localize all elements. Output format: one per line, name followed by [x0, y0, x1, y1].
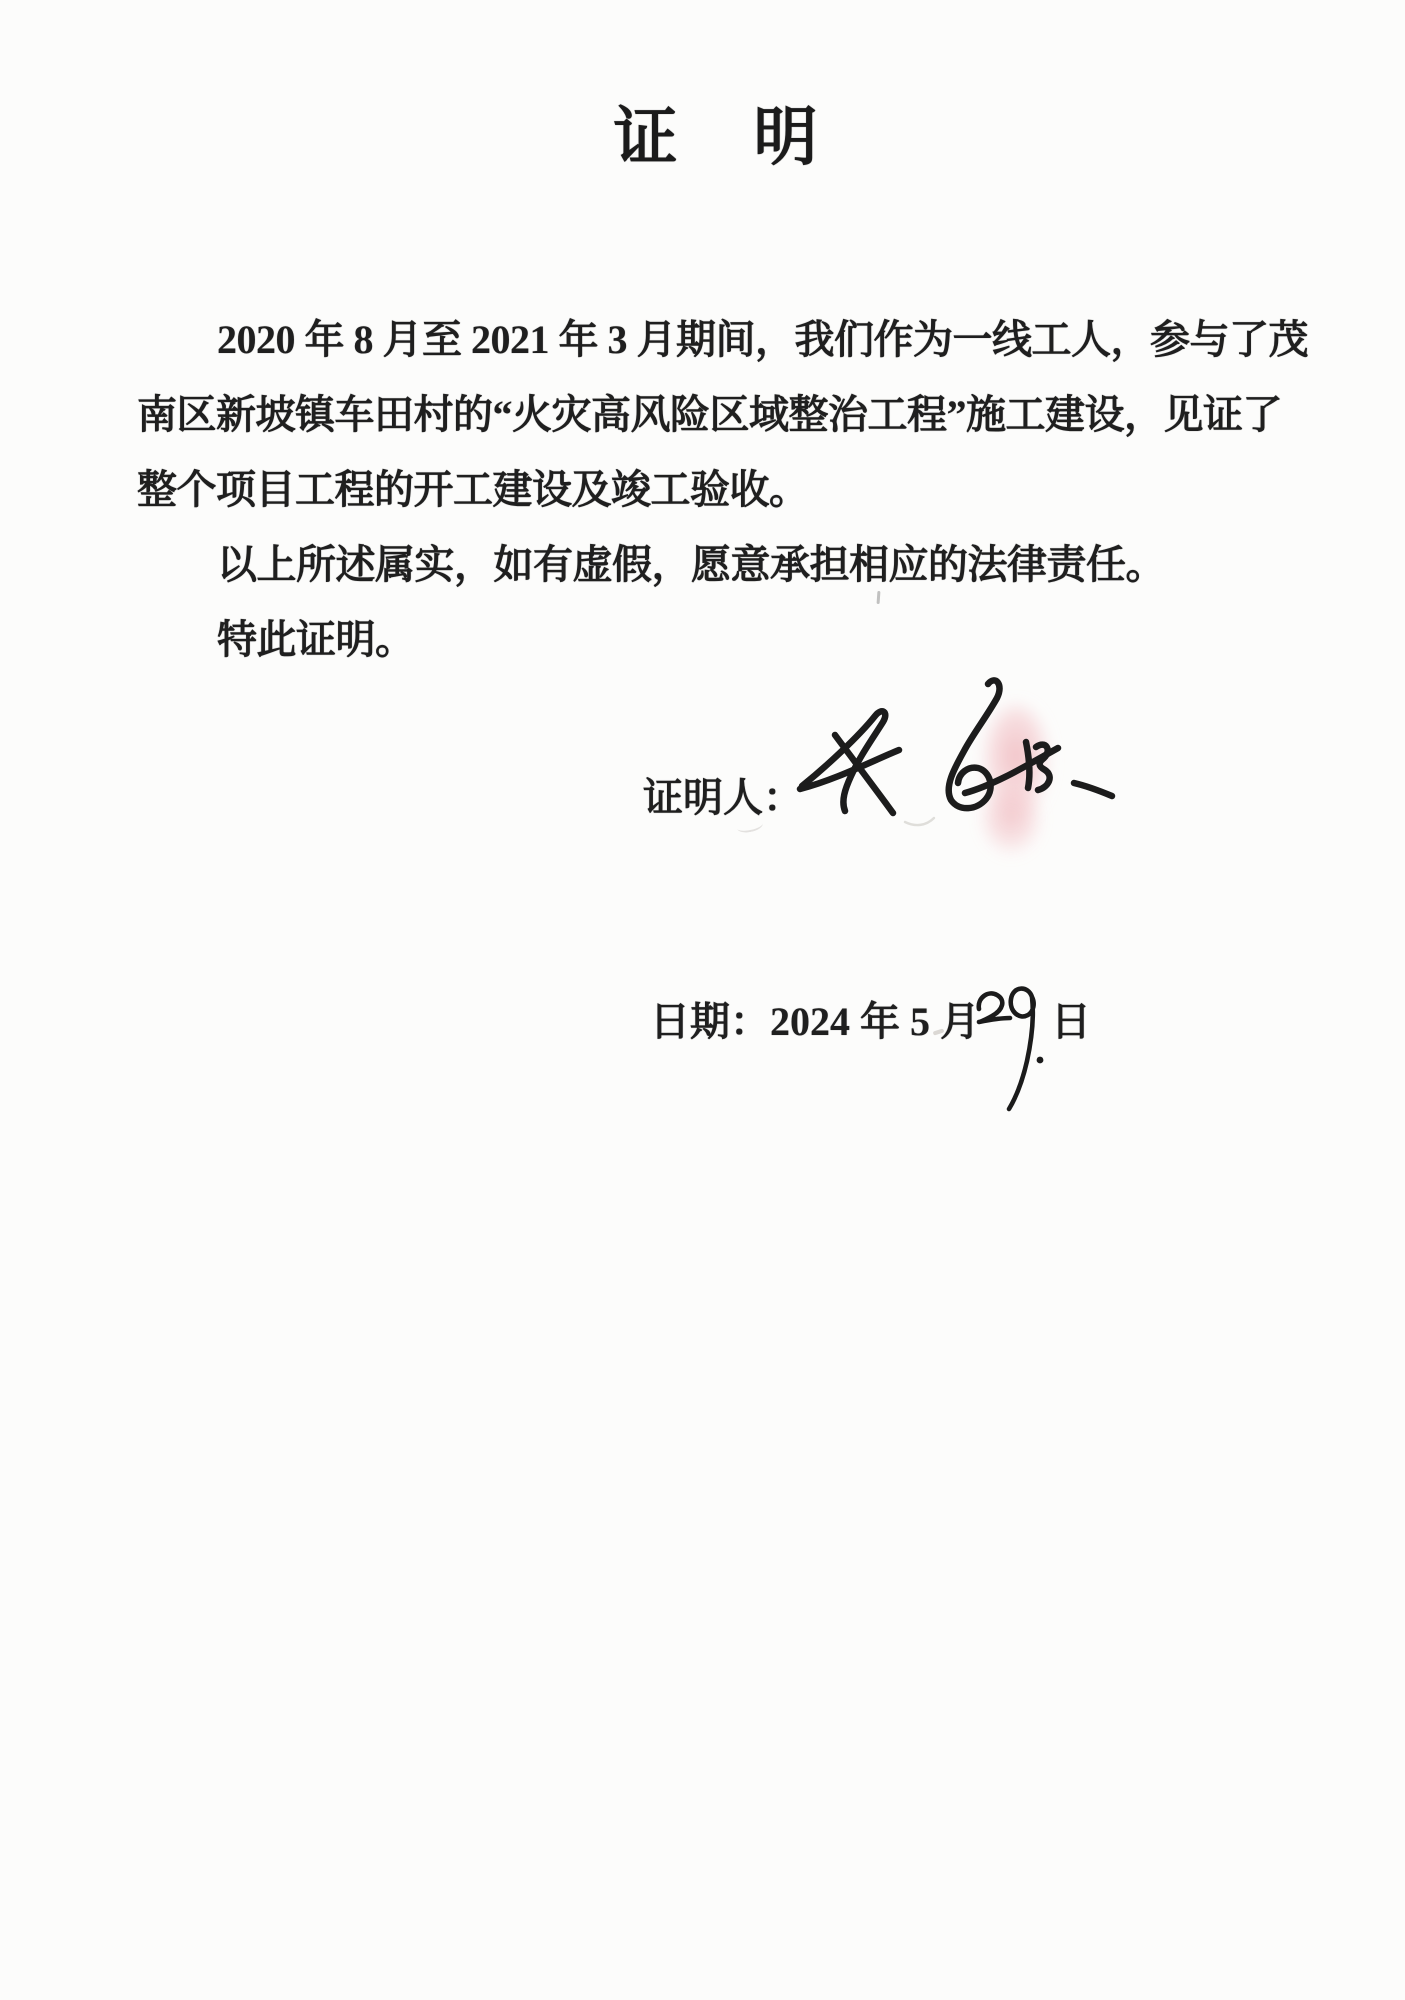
body-line-3: 整个项目工程的开工建设及竣工验收。 — [137, 467, 809, 512]
signer-label: 证明人： — [643, 775, 803, 820]
document-title: 证 明 — [613, 102, 824, 173]
date-suffix: 日 — [1051, 999, 1091, 1044]
body-line-4: 以上所述属实，如有虚假，愿意承担相应的法律责任。 — [217, 542, 1165, 587]
body-line-1: 2020 年 8 月至 2021 年 3 月期间，我们作为一线工人，参与了茂 — [217, 317, 1308, 362]
handwritten-signature — [775, 650, 1195, 880]
ink-dot — [1037, 1057, 1044, 1064]
body-line-5: 特此证明。 — [217, 617, 415, 662]
date-label: 日期：2024 年 5 月 — [650, 999, 980, 1044]
document-body — [137, 302, 1317, 677]
signature-stroke-group-1 — [800, 711, 899, 813]
body-line-2: 南区新坡镇车田村的“火灾高风险区域整治工程”施工建设，见证了 — [137, 392, 1282, 437]
handwritten-day — [963, 973, 1058, 1158]
